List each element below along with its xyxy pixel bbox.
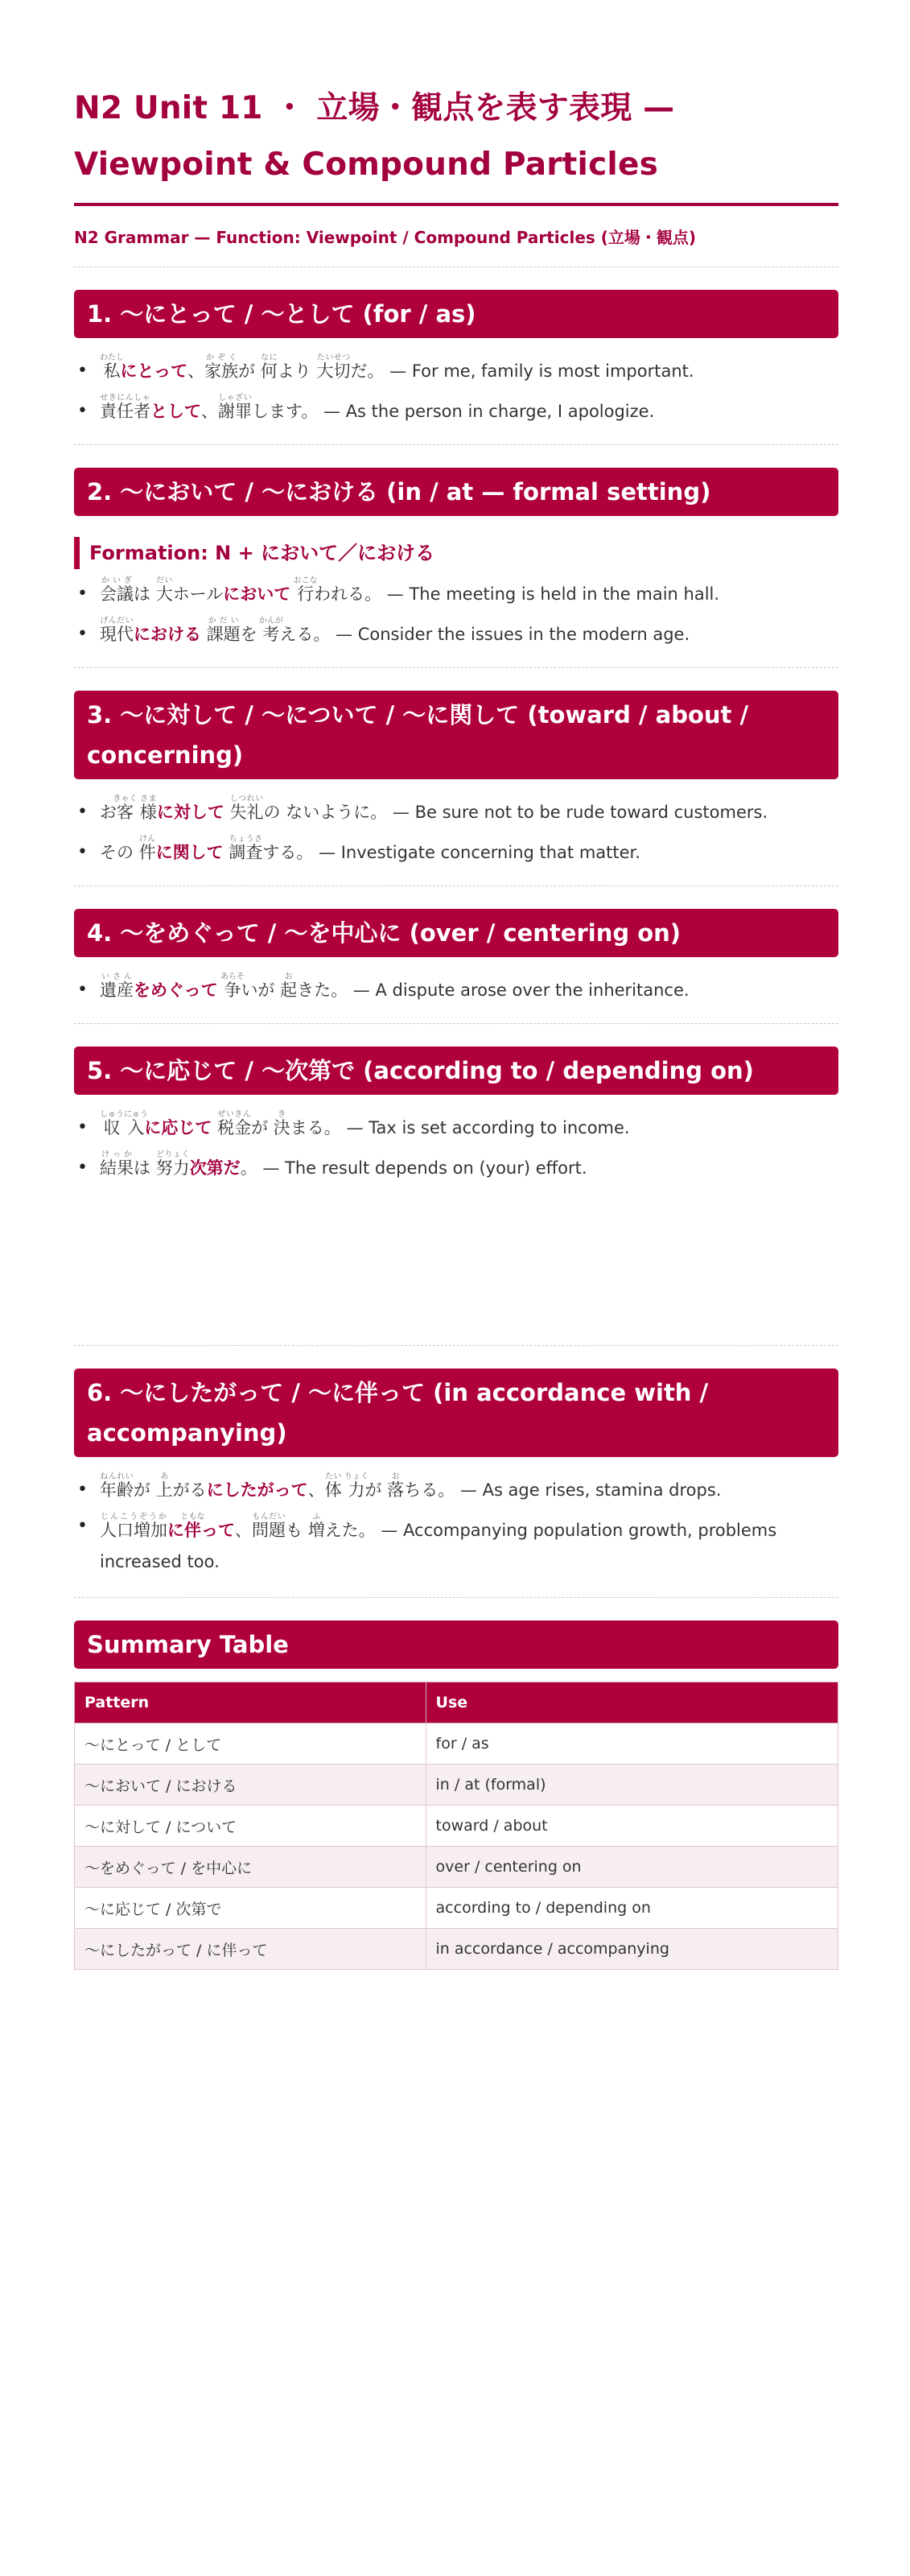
example-japanese: • 責任者せきにんしゃとして、謝罪しゃざいします。: [100, 394, 319, 421]
pattern-cell: 〜において / における: [75, 1765, 426, 1806]
example-item: • その 件けんに関して 調査ちょうさする。 — Investigate concerning that matter.: [74, 832, 838, 873]
example-japanese: • 私わたしにとって、家族かぞくが 何なにより 大切たいせつだ。: [100, 353, 385, 381]
summary-table: [74, 1682, 838, 1970]
table-row: [75, 1765, 838, 1806]
table-row: [75, 1888, 838, 1929]
example-japanese: その 件けんに関して 調査ちょうさする。: [100, 835, 314, 862]
column-header-pattern: Pattern: [75, 1682, 426, 1724]
example-item: • 私わたしにとって、家族かぞくが 何なにより 大切たいせつだ。 — For me, family is most important.: [74, 351, 838, 391]
divider: [74, 1023, 838, 1024]
use-cell: over / centering on: [426, 1847, 838, 1888]
section-5-heading: 5. 〜に応じて / 〜次第で (according to / depending on): [74, 1046, 838, 1095]
example-english: Be sure not to be rude toward customers.: [414, 803, 768, 822]
divider: [74, 667, 838, 668]
example-english: A dispute arose over the inheritance.: [375, 980, 690, 1000]
section-6-examples: [74, 1470, 838, 1583]
pattern-cell: 〜にしたがって / に伴って: [75, 1929, 426, 1970]
section-3-heading: 3. 〜に対して / 〜について / 〜に関して (toward / about / concerning): [74, 691, 838, 779]
example-english: Consider the issues in the modern age.: [357, 625, 690, 644]
example-item: • 会議かいぎは 大だいホールにおいて 行おこなわれる。 — The meeting is held in the main hall.: [74, 574, 838, 614]
page-title: N2 Unit 11 ・ 立場・観点を表す表現 — Viewpoint & Compound Particles: [74, 90, 675, 183]
example-japanese: • 結果けっかは 努力どりょく次第だ。: [100, 1150, 257, 1178]
example-item: • 年齢ねんれいが 上あがるにしたがって、体たい 力りょくが 落おちる。 — As age rises, stamina drops.: [74, 1470, 838, 1510]
column-header-use: Use: [426, 1682, 838, 1724]
table-row: [75, 1847, 838, 1888]
section-2-examples: [74, 574, 838, 654]
section-3-examples: [74, 792, 838, 873]
example-japanese: • 人口増加じんこうぞうかに伴ともなって、問題もんだいも 増ふえた。: [100, 1513, 376, 1540]
section-2-heading: 2. 〜において / 〜における (in / at — formal setting): [74, 468, 838, 516]
section-5-examples: [74, 1108, 838, 1188]
table-row: [75, 1929, 838, 1970]
example-japanese: • 収しゅう 入にゅうに応じて 税金ぜいきんが 決きまる。: [100, 1110, 341, 1137]
example-item: • 責任者せきにんしゃとして、謝罪しゃざいします。 — As the person in charge, I apologize.: [74, 391, 838, 431]
example-japanese: • 遺産いさんをめぐって 争あらそいが 起おきた。: [100, 972, 348, 1000]
example-item: • 人口増加じんこうぞうかに伴ともなって、問題もんだいも 増ふえた。 — Accompanying population growth, problems increased too.: [74, 1510, 838, 1583]
divider: [74, 266, 838, 267]
use-cell: according to / depending on: [426, 1888, 838, 1929]
divider: [74, 444, 838, 445]
example-japanese: • 現代げんだいにおける 課題かだいを 考かんがえる。: [100, 617, 331, 644]
use-cell: toward / about: [426, 1806, 838, 1847]
example-item: • 遺産いさんをめぐって 争あらそいが 起おきた。 — A dispute arose over the inheritance.: [74, 970, 838, 1010]
formation-note: Formation: N + において／における: [74, 537, 838, 569]
section-6-heading: 6. 〜にしたがって / 〜に伴って (in accordance with / accompanying): [74, 1368, 838, 1457]
section-1-examples: [74, 351, 838, 431]
example-japanese: お客きゃく 様さまに対して 失礼しつれいの ないように。: [100, 795, 388, 822]
pattern-cell: 〜をめぐって / を中心に: [75, 1847, 426, 1888]
example-english: The result depends on (your) effort.: [285, 1158, 587, 1178]
table-row: [75, 1724, 838, 1765]
divider: [74, 1597, 838, 1598]
example-english: Investigate concerning that matter.: [340, 843, 640, 862]
example-japanese: • 会議かいぎは 大だいホールにおいて 行おこなわれる。: [100, 576, 382, 604]
section-1-heading: 1. 〜にとって / 〜として (for / as): [74, 290, 838, 338]
divider: [74, 1345, 838, 1346]
example-english: As age rises, stamina drops.: [482, 1480, 722, 1500]
title-rule: [74, 203, 838, 206]
example-english: Accompanying population growth, problems increased too.: [100, 1521, 777, 1571]
summary-heading: Summary Table: [74, 1620, 838, 1669]
example-item: • 現代げんだいにおける 課題かだいを 考かんがえる。 — Consider the issues in the modern age.: [74, 614, 838, 654]
example-english: For me, family is most important.: [411, 361, 694, 381]
use-cell: in / at (formal): [426, 1765, 838, 1806]
example-english: As the person in charge, I apologize.: [345, 402, 655, 421]
use-cell: for / as: [426, 1724, 838, 1765]
use-cell: in accordance / accompanying: [426, 1929, 838, 1970]
example-english: Tax is set according to income.: [369, 1118, 630, 1137]
example-item: • 結果けっかは 努力どりょく次第だ。 — The result depends on (your) effort.: [74, 1148, 838, 1188]
section-4-examples: [74, 970, 838, 1010]
pattern-cell: 〜に対して / について: [75, 1806, 426, 1847]
example-english: The meeting is held in the main hall.: [409, 584, 720, 604]
pattern-cell: 〜に応じて / 次第で: [75, 1888, 426, 1929]
example-item: • お客きゃく 様さまに対して 失礼しつれいの ないように。 — Be sure not to be rude toward customers.: [74, 792, 838, 832]
pattern-cell: 〜にとって / として: [75, 1724, 426, 1765]
example-item: • 収しゅう 入にゅうに応じて 税金ぜいきんが 決きまる。 — Tax is set according to income.: [74, 1108, 838, 1148]
page-subtitle: N2 Grammar — Function: Viewpoint / Compound Particles (立場・観点): [74, 228, 697, 247]
table-row: [75, 1806, 838, 1847]
table-header-row: [75, 1682, 838, 1724]
section-4-heading: 4. 〜をめぐって / 〜を中心に (over / centering on): [74, 909, 838, 957]
example-japanese: • 年齢ねんれいが 上あがるにしたがって、体たい 力りょくが 落おちる。: [100, 1472, 455, 1500]
document: [74, 0, 838, 1970]
